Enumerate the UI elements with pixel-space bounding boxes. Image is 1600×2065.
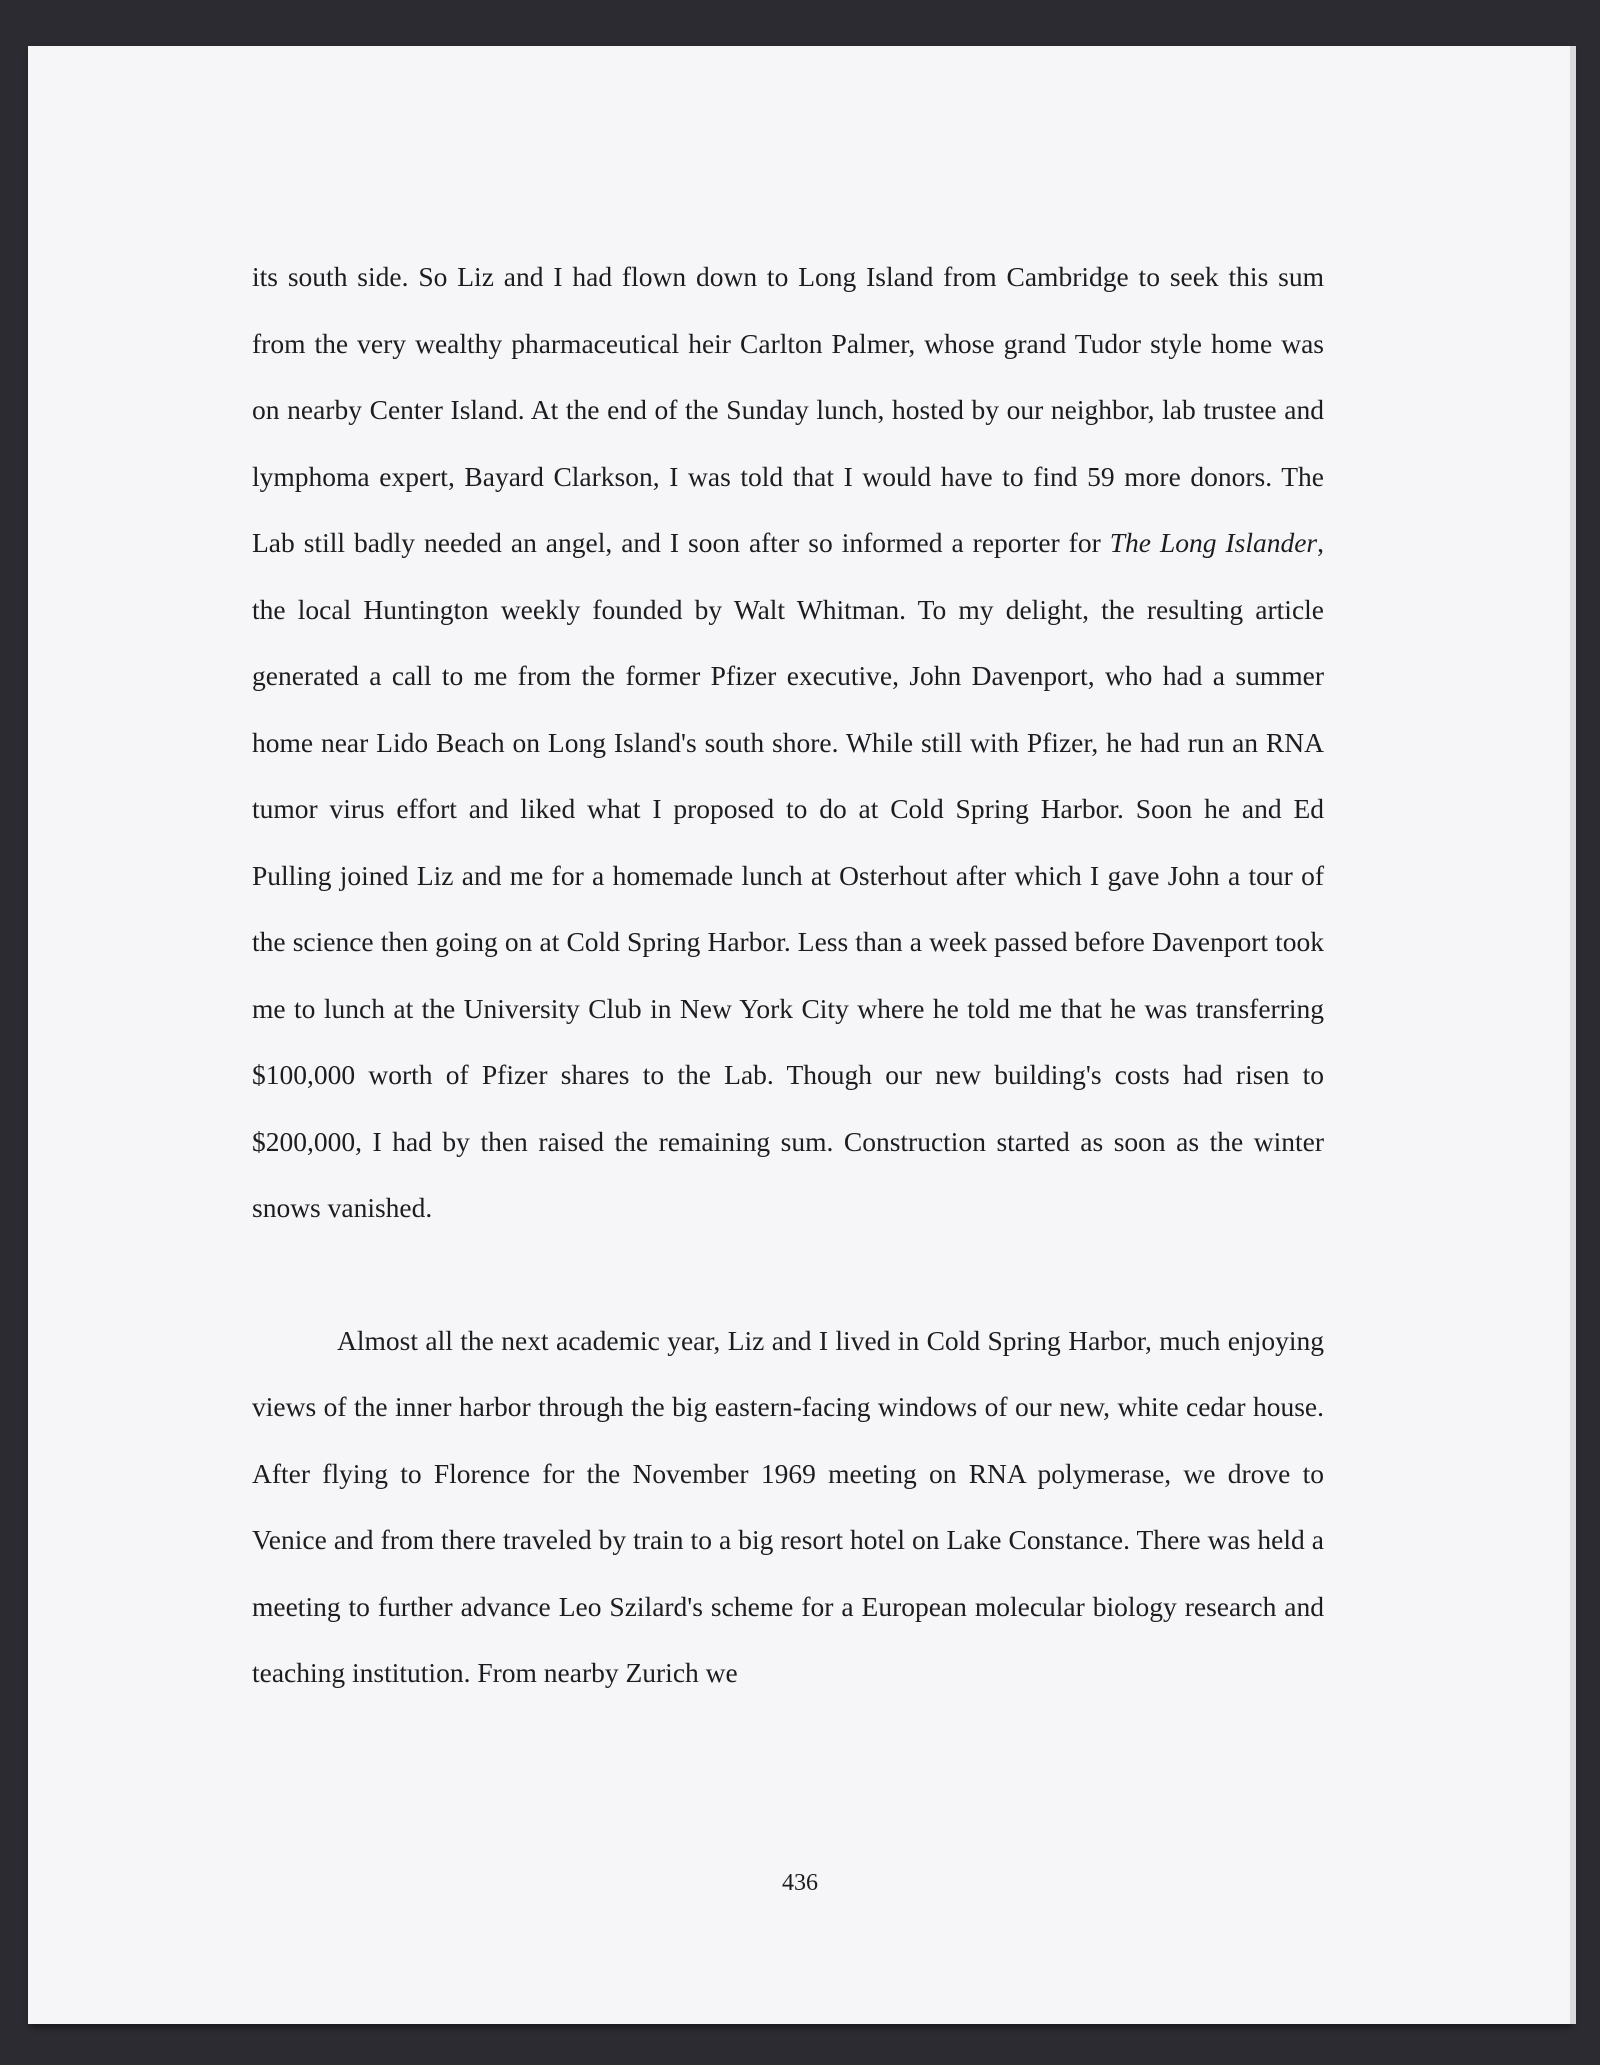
page-number: 436: [782, 1870, 818, 1896]
page-body: [252, 244, 1324, 1707]
newspaper-title: The Long Islander: [1109, 527, 1318, 558]
paper-edge: [1570, 46, 1576, 2024]
paragraph-1-text-end: , the local Huntington weekly founded by Walt Whitman. To my delight, the resulting article generated a call to me from the former Pfizer executive, John Davenport, who had a summer home near Lido Beach on Long Island's south shore. While still with Pfizer, he had run an RNA tumor virus effort and liked what I proposed to do at Cold Spring Harbor. Soon he and Ed Pulling joined Liz and me for a homemade lunch at Osterhout after which I gave John a tour of the science then going on at Cold Spring Harbor. Less than a week passed before Davenport took me to lunch at the University Club in New York City where he told me that he was transferring $100,000 worth of Pfizer shares to the Lab. Though our new building's costs had risen to $200,000, I had by then raised the remaining sum. Construction started as soon as the winter snows vanished.: [252, 527, 1324, 1223]
paragraph-1: [252, 244, 1324, 1242]
paragraph-2: Almost all the next academic year, Liz and I lived in Cold Spring Harbor, much enjoying views of the inner harbor through the big eastern-facing windows of our new, white cedar house. After flying to Florence for the November 1969 meeting on RNA polymerase, we drove to Venice and from there traveled by train to a big resort hotel on Lake Constance. There was held a meeting to further advance Leo Szilard's scheme for a European molecular biology research and teaching institution. From nearby Zurich we: [252, 1324, 1324, 1688]
paragraph-1-text-start: its south side. So Liz and I had flown down to Long Island from Cambridge to seek this sum from the very wealthy pharmaceutical heir Carlton Palmer, whose grand Tudor style home was on nearby Center Island. At the end of the Sunday lunch, hosted by our neighbor, lab trustee and lymphoma expert, Bayard Clarkson, I was told that I would have to find 59 more donors. The Lab still badly needed an angel, and I soon after so informed a reporter for: [252, 261, 1324, 558]
